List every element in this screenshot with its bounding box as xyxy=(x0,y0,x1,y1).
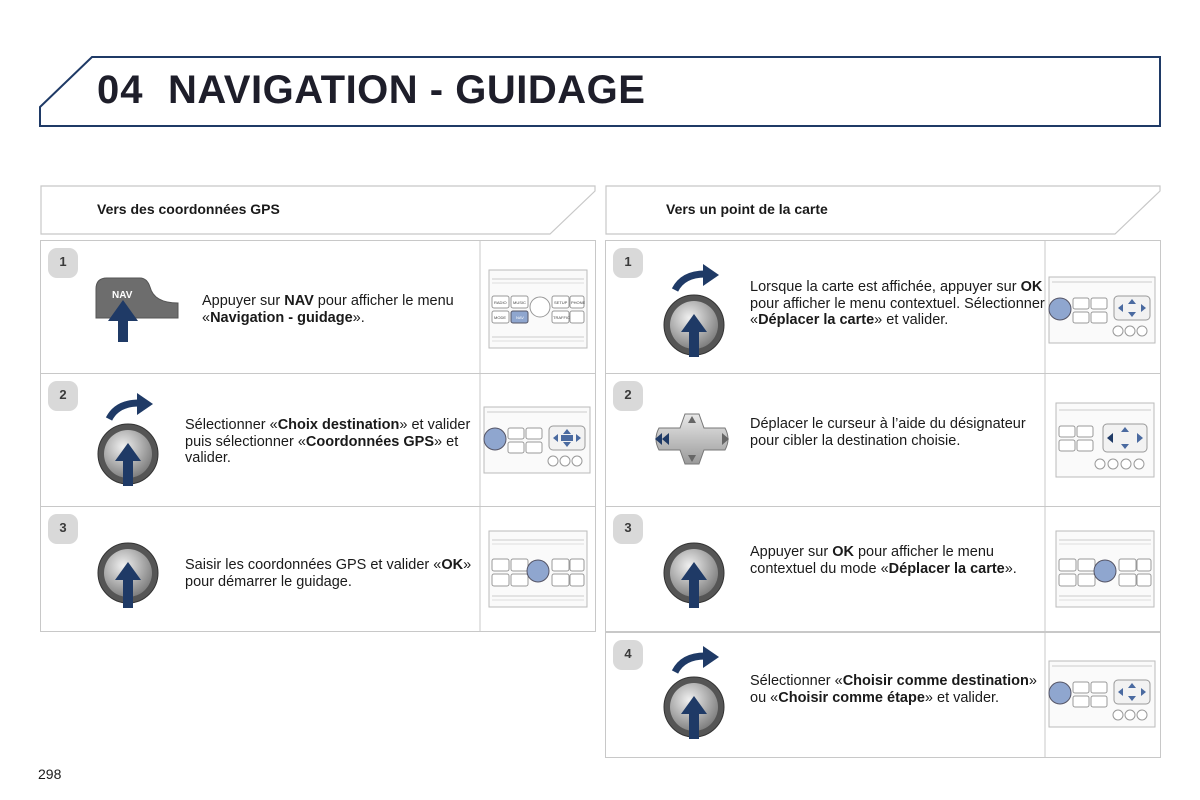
step-number-badge xyxy=(48,248,78,278)
step-number: 1 xyxy=(624,254,632,269)
step-text: Sélectionner «Choisir comme destination» ou «Choisir comme étape» et valider. xyxy=(750,673,1037,706)
step-number-badge xyxy=(613,514,643,544)
step-number: 2 xyxy=(624,387,632,402)
left-step-1 xyxy=(40,240,596,373)
step-text: Sélectionner «Choix destination» et valider puis sélectionner «Coordonnées GPS» et valider. xyxy=(185,417,471,466)
step-number: 3 xyxy=(624,520,632,535)
svg-text:NAV: NAV xyxy=(516,315,524,320)
radio-panel-thumbnail xyxy=(483,406,591,479)
step-number: 1 xyxy=(59,254,67,269)
chapter-number: 04 xyxy=(97,68,144,112)
step-text: Saisir les coordonnées GPS et valider «OK» pour démarrer le guidage. xyxy=(185,557,472,590)
step-text: Appuyer sur NAV pour afficher le menu «Navigation - guidage». xyxy=(202,293,454,326)
svg-text:TRAFFIC: TRAFFIC xyxy=(553,315,570,320)
radio-panel-thumbnail xyxy=(1055,402,1155,483)
radio-panel-thumbnail xyxy=(488,269,588,354)
step-text: Lorsque la carte est affichée, appuyer sur OK pour afficher le menu contextuel. Sélectionner «Déplacer la carte» et valider. xyxy=(750,279,1045,328)
rotary-knob-rotate-press-icon xyxy=(661,644,731,744)
svg-text:PHONE: PHONE xyxy=(571,300,586,305)
section-title-map-point: Vers un point de la carte xyxy=(666,201,828,217)
right-step-2 xyxy=(605,373,1161,506)
radio-panel-thumbnail xyxy=(1048,276,1156,349)
rotary-knob-rotate-press-icon xyxy=(95,391,165,491)
step-number: 4 xyxy=(624,646,632,661)
step-number: 2 xyxy=(59,387,67,402)
section-header-map-point xyxy=(605,185,1161,235)
right-step-4 xyxy=(605,632,1161,758)
right-step-3 xyxy=(605,506,1161,632)
step-number-badge xyxy=(48,514,78,544)
radio-panel-thumbnail xyxy=(1048,660,1156,733)
left-step-2 xyxy=(40,373,596,506)
step-number-badge xyxy=(613,381,643,411)
svg-text:SETUP: SETUP xyxy=(554,300,568,305)
chapter-title: NAVIGATION - GUIDAGE xyxy=(168,68,646,112)
directional-pad-icon xyxy=(647,411,737,467)
svg-text:MUSIC: MUSIC xyxy=(513,300,526,305)
radio-panel-thumbnail xyxy=(1055,530,1155,613)
step-number-badge xyxy=(613,640,643,670)
nav-key-label: NAV xyxy=(112,290,133,301)
step-number-badge xyxy=(613,248,643,278)
step-number: 3 xyxy=(59,520,67,535)
page-number: 298 xyxy=(38,766,62,782)
rotary-knob-press-icon xyxy=(661,534,731,614)
radio-panel-thumbnail xyxy=(488,530,588,613)
step-text: Déplacer le curseur à l’aide du désignateur pour cibler la destination choisie. xyxy=(750,416,1026,449)
nav-key-press-icon xyxy=(92,275,182,350)
rotary-knob-press-icon xyxy=(95,534,165,614)
section-title-gps: Vers des coordonnées GPS xyxy=(97,201,280,217)
left-step-3 xyxy=(40,506,596,632)
step-text: Appuyer sur OK pour afficher le menu contextuel du mode «Déplacer la carte». xyxy=(750,544,1017,577)
svg-text:MODE: MODE xyxy=(494,315,506,320)
right-step-1 xyxy=(605,240,1161,373)
rotary-knob-rotate-press-icon xyxy=(661,262,731,362)
section-header-gps xyxy=(40,185,596,235)
step-number-badge xyxy=(48,381,78,411)
svg-text:RADIO: RADIO xyxy=(494,300,507,305)
